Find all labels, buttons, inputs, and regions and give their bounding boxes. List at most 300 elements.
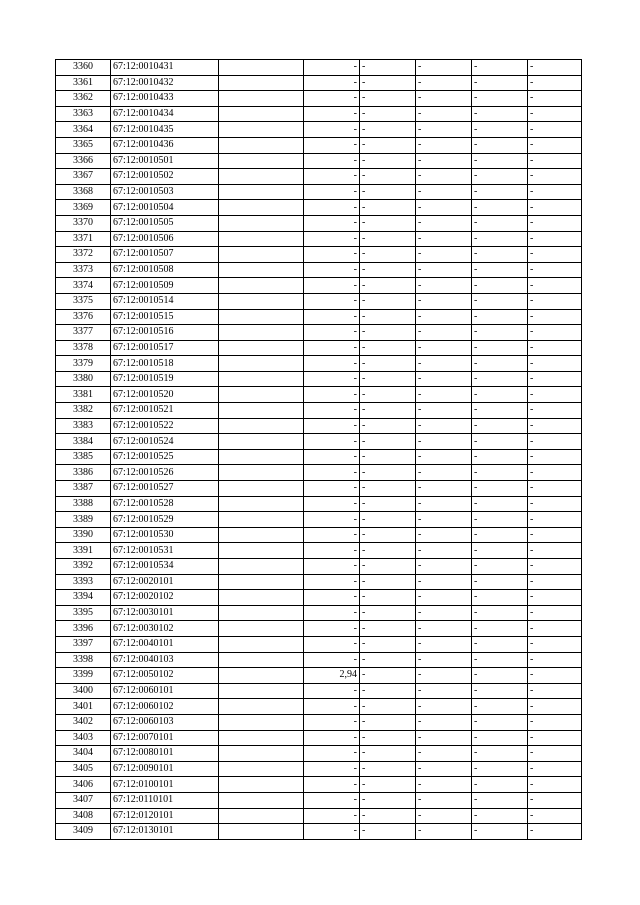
cadastral-code: 67:12:0020101: [111, 574, 219, 590]
row-number: 3386: [56, 465, 111, 481]
table-row: [56, 714, 582, 730]
row-number: 3388: [56, 496, 111, 512]
table-row: [56, 184, 582, 200]
table-row: [56, 605, 582, 621]
cadastral-code: 67:12:0010502: [111, 169, 219, 185]
col-5-cell: -: [360, 761, 416, 777]
value-cell: -: [304, 527, 360, 543]
col-8-cell: -: [528, 340, 582, 356]
col-6-cell: -: [416, 403, 472, 419]
col-7-cell: -: [472, 293, 528, 309]
col-5-cell: -: [360, 496, 416, 512]
row-number: 3375: [56, 293, 111, 309]
table-row: [56, 512, 582, 528]
col-7-cell: -: [472, 106, 528, 122]
value-cell: -: [304, 777, 360, 793]
cadastral-code: 67:12:0010434: [111, 106, 219, 122]
row-number: 3377: [56, 325, 111, 341]
col-8-cell: -: [528, 106, 582, 122]
name-cell: [219, 60, 304, 76]
col-6-cell: -: [416, 605, 472, 621]
value-cell: -: [304, 761, 360, 777]
col-8-cell: -: [528, 559, 582, 575]
cadastral-code: 67:12:0010506: [111, 231, 219, 247]
value-cell: -: [304, 449, 360, 465]
row-number: 3391: [56, 543, 111, 559]
name-cell: [219, 309, 304, 325]
col-8-cell: -: [528, 262, 582, 278]
col-8-cell: -: [528, 496, 582, 512]
value-cell: -: [304, 356, 360, 372]
col-6-cell: -: [416, 527, 472, 543]
value-cell: -: [304, 621, 360, 637]
cadastral-code: 67:12:0010503: [111, 184, 219, 200]
table-row: [56, 122, 582, 138]
value-cell: -: [304, 340, 360, 356]
value-cell: -: [304, 559, 360, 575]
table-row: [56, 169, 582, 185]
col-7-cell: -: [472, 153, 528, 169]
col-5-cell: -: [360, 559, 416, 575]
name-cell: [219, 683, 304, 699]
table-row: [56, 449, 582, 465]
table-row: [56, 340, 582, 356]
col-7-cell: -: [472, 496, 528, 512]
table-row: [56, 106, 582, 122]
row-number: 3403: [56, 730, 111, 746]
value-cell: -: [304, 200, 360, 216]
cadastral-code: 67:12:0030101: [111, 605, 219, 621]
table-row: [56, 293, 582, 309]
table-row: [56, 60, 582, 76]
col-7-cell: -: [472, 761, 528, 777]
col-8-cell: -: [528, 387, 582, 403]
col-6-cell: -: [416, 559, 472, 575]
cadastral-code: 67:12:0100101: [111, 777, 219, 793]
name-cell: [219, 122, 304, 138]
col-8-cell: -: [528, 215, 582, 231]
table-row: [56, 418, 582, 434]
row-number: 3399: [56, 668, 111, 684]
table-row: [56, 496, 582, 512]
col-7-cell: -: [472, 792, 528, 808]
table-row: [56, 434, 582, 450]
cadastral-code: 67:12:0010525: [111, 449, 219, 465]
cadastral-code: 67:12:0010501: [111, 153, 219, 169]
name-cell: [219, 481, 304, 497]
col-8-cell: -: [528, 714, 582, 730]
value-cell: -: [304, 169, 360, 185]
col-8-cell: -: [528, 293, 582, 309]
cadastral-code: 67:12:0050102: [111, 668, 219, 684]
name-cell: [219, 605, 304, 621]
col-6-cell: -: [416, 746, 472, 762]
cadastral-code: 67:12:0010526: [111, 465, 219, 481]
cadastral-code: 67:12:0090101: [111, 761, 219, 777]
col-7-cell: -: [472, 387, 528, 403]
row-number: 3367: [56, 169, 111, 185]
value-cell: -: [304, 387, 360, 403]
col-6-cell: -: [416, 668, 472, 684]
cadastral-code: 67:12:0010519: [111, 371, 219, 387]
value-cell: -: [304, 824, 360, 840]
row-number: 3374: [56, 278, 111, 294]
col-7-cell: -: [472, 60, 528, 76]
value-cell: -: [304, 75, 360, 91]
cadastral-code: 67:12:0130101: [111, 824, 219, 840]
name-cell: [219, 371, 304, 387]
col-7-cell: -: [472, 590, 528, 606]
value-cell: -: [304, 590, 360, 606]
value-cell: -: [304, 91, 360, 107]
col-6-cell: -: [416, 418, 472, 434]
col-7-cell: -: [472, 200, 528, 216]
row-number: 3406: [56, 777, 111, 793]
col-7-cell: -: [472, 403, 528, 419]
col-6-cell: -: [416, 371, 472, 387]
col-5-cell: -: [360, 309, 416, 325]
col-6-cell: -: [416, 808, 472, 824]
col-7-cell: -: [472, 668, 528, 684]
col-8-cell: -: [528, 325, 582, 341]
value-cell: -: [304, 215, 360, 231]
name-cell: [219, 75, 304, 91]
table-row: [56, 808, 582, 824]
col-8-cell: -: [528, 527, 582, 543]
col-5-cell: -: [360, 215, 416, 231]
value-cell: -: [304, 481, 360, 497]
col-7-cell: -: [472, 714, 528, 730]
table-row: [56, 200, 582, 216]
col-8-cell: -: [528, 512, 582, 528]
value-cell: -: [304, 699, 360, 715]
value-cell: -: [304, 278, 360, 294]
col-5-cell: -: [360, 200, 416, 216]
col-7-cell: -: [472, 808, 528, 824]
col-8-cell: -: [528, 184, 582, 200]
row-number: 3409: [56, 824, 111, 840]
name-cell: [219, 184, 304, 200]
col-8-cell: -: [528, 418, 582, 434]
col-6-cell: -: [416, 262, 472, 278]
row-number: 3397: [56, 636, 111, 652]
col-5-cell: -: [360, 621, 416, 637]
name-cell: [219, 636, 304, 652]
col-6-cell: -: [416, 512, 472, 528]
row-number: 3370: [56, 215, 111, 231]
row-number: 3396: [56, 621, 111, 637]
col-7-cell: -: [472, 730, 528, 746]
row-number: 3384: [56, 434, 111, 450]
col-7-cell: -: [472, 75, 528, 91]
cadastral-code: 67:12:0060102: [111, 699, 219, 715]
col-6-cell: -: [416, 792, 472, 808]
col-6-cell: -: [416, 714, 472, 730]
value-cell: -: [304, 262, 360, 278]
value-cell: -: [304, 247, 360, 263]
col-8-cell: -: [528, 605, 582, 621]
col-5-cell: -: [360, 387, 416, 403]
col-5-cell: -: [360, 340, 416, 356]
value-cell: -: [304, 512, 360, 528]
col-6-cell: -: [416, 215, 472, 231]
col-8-cell: -: [528, 137, 582, 153]
col-7-cell: -: [472, 683, 528, 699]
row-number: 3398: [56, 652, 111, 668]
col-7-cell: -: [472, 574, 528, 590]
col-5-cell: -: [360, 543, 416, 559]
table-row: [56, 636, 582, 652]
name-cell: [219, 465, 304, 481]
table-row: [56, 403, 582, 419]
col-6-cell: -: [416, 621, 472, 637]
col-7-cell: -: [472, 605, 528, 621]
col-7-cell: -: [472, 184, 528, 200]
name-cell: [219, 247, 304, 263]
col-7-cell: -: [472, 371, 528, 387]
col-5-cell: -: [360, 777, 416, 793]
value-cell: -: [304, 122, 360, 138]
col-5-cell: -: [360, 169, 416, 185]
cadastral-code: 67:12:0070101: [111, 730, 219, 746]
col-5-cell: -: [360, 371, 416, 387]
col-7-cell: -: [472, 122, 528, 138]
row-number: 3366: [56, 153, 111, 169]
col-6-cell: -: [416, 247, 472, 263]
col-5-cell: -: [360, 75, 416, 91]
col-7-cell: -: [472, 169, 528, 185]
name-cell: [219, 403, 304, 419]
cadastral-code: 67:12:0010524: [111, 434, 219, 450]
col-5-cell: -: [360, 231, 416, 247]
row-number: 3404: [56, 746, 111, 762]
cadastral-code: 67:12:0010528: [111, 496, 219, 512]
col-7-cell: -: [472, 137, 528, 153]
row-number: 3401: [56, 699, 111, 715]
col-8-cell: -: [528, 153, 582, 169]
cadastral-code: 67:12:0010527: [111, 481, 219, 497]
table-row: [56, 356, 582, 372]
col-7-cell: -: [472, 356, 528, 372]
name-cell: [219, 278, 304, 294]
value-cell: -: [304, 683, 360, 699]
col-7-cell: -: [472, 434, 528, 450]
col-6-cell: -: [416, 122, 472, 138]
col-7-cell: -: [472, 231, 528, 247]
col-5-cell: -: [360, 122, 416, 138]
row-number: 3400: [56, 683, 111, 699]
col-7-cell: -: [472, 746, 528, 762]
name-cell: [219, 668, 304, 684]
name-cell: [219, 761, 304, 777]
name-cell: [219, 91, 304, 107]
col-5-cell: -: [360, 449, 416, 465]
table-row: [56, 730, 582, 746]
col-5-cell: -: [360, 808, 416, 824]
col-8-cell: -: [528, 699, 582, 715]
row-number: 3371: [56, 231, 111, 247]
col-5-cell: -: [360, 184, 416, 200]
name-cell: [219, 730, 304, 746]
name-cell: [219, 356, 304, 372]
cadastral-code: 67:12:0010517: [111, 340, 219, 356]
value-cell: -: [304, 465, 360, 481]
col-6-cell: -: [416, 106, 472, 122]
table-row: [56, 777, 582, 793]
name-cell: [219, 200, 304, 216]
col-6-cell: -: [416, 636, 472, 652]
cadastral-code: 67:12:0010522: [111, 418, 219, 434]
row-number: 3390: [56, 527, 111, 543]
value-cell: -: [304, 371, 360, 387]
name-cell: [219, 231, 304, 247]
value-cell: -: [304, 184, 360, 200]
table-row: [56, 137, 582, 153]
cadastral-code: 67:12:0010520: [111, 387, 219, 403]
col-7-cell: -: [472, 278, 528, 294]
col-8-cell: -: [528, 403, 582, 419]
col-6-cell: -: [416, 387, 472, 403]
table-row: [56, 527, 582, 543]
col-5-cell: -: [360, 792, 416, 808]
col-8-cell: -: [528, 91, 582, 107]
value-cell: -: [304, 605, 360, 621]
row-number: 3381: [56, 387, 111, 403]
table-row: [56, 371, 582, 387]
row-number: 3362: [56, 91, 111, 107]
row-number: 3372: [56, 247, 111, 263]
name-cell: [219, 169, 304, 185]
name-cell: [219, 512, 304, 528]
col-7-cell: -: [472, 325, 528, 341]
table-row: [56, 262, 582, 278]
col-6-cell: -: [416, 434, 472, 450]
name-cell: [219, 543, 304, 559]
col-8-cell: -: [528, 574, 582, 590]
col-8-cell: -: [528, 792, 582, 808]
col-6-cell: -: [416, 449, 472, 465]
table-row: [56, 153, 582, 169]
name-cell: [219, 387, 304, 403]
row-number: 3365: [56, 137, 111, 153]
value-cell: -: [304, 792, 360, 808]
cadastral-code: 67:12:0010507: [111, 247, 219, 263]
table-row: [56, 761, 582, 777]
col-6-cell: -: [416, 590, 472, 606]
col-7-cell: -: [472, 777, 528, 793]
col-8-cell: -: [528, 356, 582, 372]
cadastral-code: 67:12:0010518: [111, 356, 219, 372]
name-cell: [219, 449, 304, 465]
cadastral-code: 67:12:0010432: [111, 75, 219, 91]
row-number: 3387: [56, 481, 111, 497]
col-7-cell: -: [472, 481, 528, 497]
row-number: 3376: [56, 309, 111, 325]
col-6-cell: -: [416, 683, 472, 699]
col-8-cell: -: [528, 60, 582, 76]
table-row: [56, 668, 582, 684]
row-number: 3402: [56, 714, 111, 730]
col-6-cell: -: [416, 699, 472, 715]
name-cell: [219, 215, 304, 231]
col-7-cell: -: [472, 215, 528, 231]
name-cell: [219, 574, 304, 590]
col-5-cell: -: [360, 153, 416, 169]
table-row: [56, 621, 582, 637]
cadastral-code: 67:12:0040103: [111, 652, 219, 668]
name-cell: [219, 340, 304, 356]
value-cell: -: [304, 418, 360, 434]
col-6-cell: -: [416, 340, 472, 356]
col-5-cell: -: [360, 293, 416, 309]
value-cell: -: [304, 153, 360, 169]
col-7-cell: -: [472, 418, 528, 434]
col-7-cell: -: [472, 512, 528, 528]
col-6-cell: -: [416, 75, 472, 91]
col-5-cell: -: [360, 512, 416, 528]
value-cell: -: [304, 636, 360, 652]
col-6-cell: -: [416, 293, 472, 309]
value-cell: 2,94: [304, 668, 360, 684]
col-5-cell: -: [360, 325, 416, 341]
col-6-cell: -: [416, 184, 472, 200]
value-cell: -: [304, 652, 360, 668]
col-6-cell: -: [416, 574, 472, 590]
col-8-cell: -: [528, 449, 582, 465]
col-8-cell: -: [528, 808, 582, 824]
name-cell: [219, 153, 304, 169]
col-8-cell: -: [528, 652, 582, 668]
col-6-cell: -: [416, 824, 472, 840]
col-6-cell: -: [416, 465, 472, 481]
cadastral-code: 67:12:0010435: [111, 122, 219, 138]
col-8-cell: -: [528, 122, 582, 138]
col-8-cell: -: [528, 465, 582, 481]
name-cell: [219, 434, 304, 450]
col-8-cell: -: [528, 668, 582, 684]
col-5-cell: -: [360, 824, 416, 840]
table-row: [56, 590, 582, 606]
value-cell: -: [304, 543, 360, 559]
col-5-cell: -: [360, 605, 416, 621]
table-row: [56, 75, 582, 91]
value-cell: -: [304, 309, 360, 325]
table-row: [56, 278, 582, 294]
col-8-cell: -: [528, 777, 582, 793]
col-6-cell: -: [416, 137, 472, 153]
col-6-cell: -: [416, 231, 472, 247]
cadastral-code: 67:12:0010521: [111, 403, 219, 419]
row-number: 3383: [56, 418, 111, 434]
name-cell: [219, 418, 304, 434]
col-5-cell: -: [360, 262, 416, 278]
row-number: 3395: [56, 605, 111, 621]
col-5-cell: -: [360, 434, 416, 450]
col-8-cell: -: [528, 200, 582, 216]
col-5-cell: -: [360, 746, 416, 762]
value-cell: -: [304, 434, 360, 450]
cadastral-code: 67:12:0010436: [111, 137, 219, 153]
table-row: [56, 574, 582, 590]
table-row: [56, 792, 582, 808]
cadastral-code: 67:12:0010515: [111, 309, 219, 325]
value-cell: -: [304, 574, 360, 590]
col-7-cell: -: [472, 699, 528, 715]
table-body: [56, 60, 582, 840]
table-row: [56, 559, 582, 575]
col-6-cell: -: [416, 91, 472, 107]
name-cell: [219, 777, 304, 793]
